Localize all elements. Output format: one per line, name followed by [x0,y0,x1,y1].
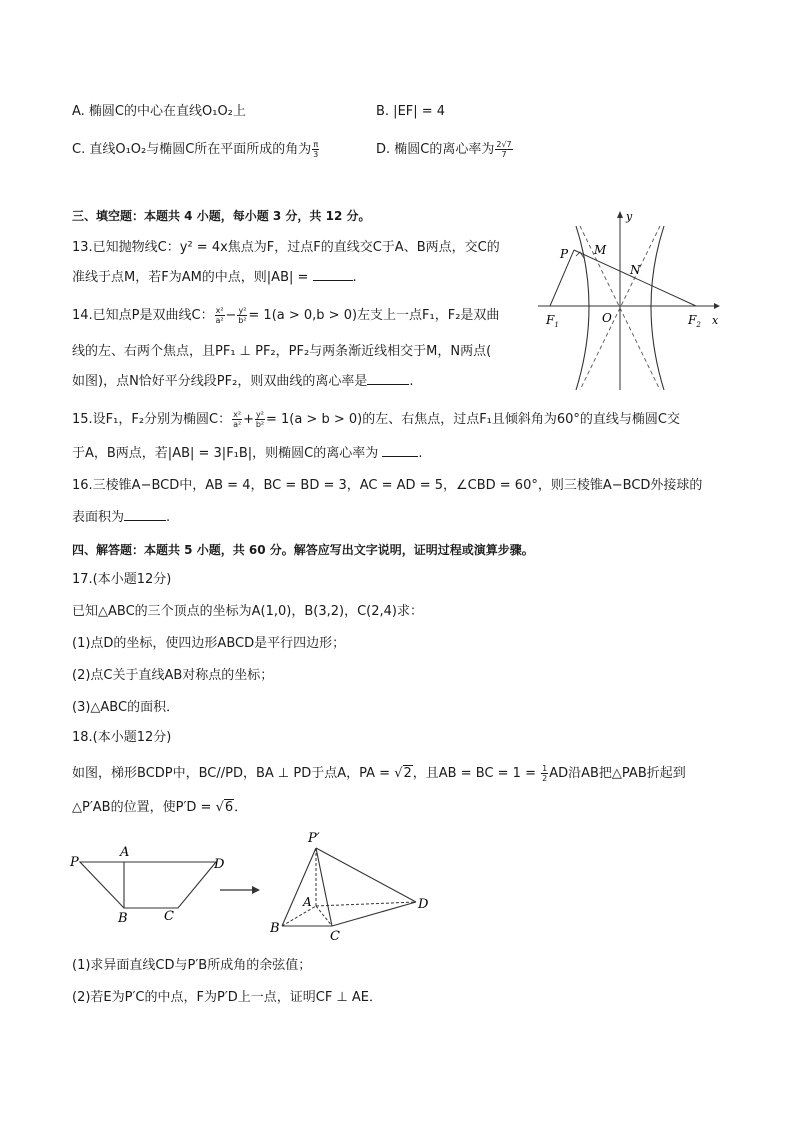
edge-cd [332,902,416,926]
label-m: M [594,243,607,257]
q18-line2: △P′AB的位置，使P′D = √6． [72,800,248,815]
q15-answer-blank[interactable] [382,456,418,457]
option-c [72,140,320,159]
q17-title: 17.(本小题12分) [72,572,172,587]
q18-part2: (2)若E为P′C的中点，F为P′D上一点，证明CF ⊥ AE． [72,990,383,1005]
q16-answer-blank[interactable] [124,520,166,521]
arrow-icon [220,886,260,894]
edge-pd [316,848,416,902]
option-b: B. |EF| = 4 [376,104,446,119]
edge-pb [282,848,316,926]
label-f1: $F_1$ [546,313,559,329]
option-c-text: C. 直线O₁O₂与椭圆C所在平面所成的角为 [72,142,312,157]
q17-part1: (1)点D的坐标，使四边形ABCD是平行四边形； [72,636,346,651]
label-n: N [630,263,641,277]
q18-part1: (1)求异面直线CD与P′B所成角的余弦值； [72,958,312,973]
trap-label-p: P [70,855,79,870]
q14-line2: 线的左、右两个焦点，且PF₁ ⊥ PF₂，PF₂与两条渐近线相交于M，N两点( [72,344,492,359]
q17-part2: (2)点C关于直线AB对称点的坐标； [72,668,274,683]
hyperbola-left-branch [576,226,589,390]
q15-line2: 于A，B两点，若|AB| = 3|F₁B|，则椭圆C的离心率为 . [72,446,423,461]
edge-pc [316,848,332,926]
trap-label-b: B [118,911,128,926]
label-f2: $F_2$ [688,313,701,329]
q16-line1: 16.三棱锥A−BCD中，AB = 4，BC = BD = 3，AC = AD = 5，∠CBD = 60°，则三棱锥A−BCD外接球的 [72,478,703,493]
option-c-fraction: $\frac{\pi}{3}$ [313,140,319,159]
section3-heading: 三、填空题：本题共 4 小题，每小题 3 分，共 12 分。 [72,209,371,223]
segment-pf2 [574,250,696,306]
q14-answer-blank[interactable] [367,384,409,385]
option-a: A. 椭圆C的中心在直线O₁O₂上 [72,104,246,119]
pyr-label-a: A [303,895,312,909]
trap-label-c: C [164,909,174,924]
q18-line1: 如图，梯形BCDP中，BC//PD，BA ⊥ PD于点A，PA = √2，且AB = BC = 1 = $\frac{1}{2}$ AD沿AB把△PAB折起到 [72,764,686,783]
trap-label-a: A [120,845,130,860]
folding-figure [66,828,446,950]
q13-line2: 准线于点M，若F为AM的中点，则|AB| = . [72,270,357,285]
pyr-label-p: P′ [308,831,320,846]
option-d [376,140,514,159]
pyr-label-c: C [330,929,340,944]
q15-line1: 15.设F₁，F₂分别为椭圆C： $\frac{\text{x²}}{\text{a²}}$ + $\frac{\text{y²}}{\text{b²}}$ = 1(a > b > 0)的左、右焦点，过点F₁且倾斜角为60°的直线与椭圆C交 [72,410,681,429]
option-d-fraction: $\frac{2√7}{7}$ [496,140,512,159]
q17-stem: 已知△ABC的三个顶点的坐标为A(1,0)，B(3,2)，C(2,4)求： [72,604,424,619]
q18-title: 18.(本小题12分) [72,730,172,745]
section4-heading: 四、解答题：本题共 5 小题，共 60 分。解答应写出文字说明，证明过程或演算步骤。 [72,543,534,557]
trap-label-d: D [214,857,225,872]
x-axis-arrow [714,303,720,309]
edge-ad [316,902,416,906]
y-axis-arrow [617,211,623,218]
trapezoid-figure [69,845,225,926]
label-y: y [626,210,633,223]
q13-answer-blank[interactable] [313,280,353,281]
option-d-text: D. 椭圆C的离心率为 [376,142,495,157]
hyperbola-figure [536,206,726,392]
q16-line2: 表面积为 . [72,510,171,525]
hyperbola-right-branch [651,226,664,390]
pyramid-figure [269,831,429,944]
label-o: O [602,311,612,325]
q13-line1: 13.已知抛物线C：y² = 4x焦点为F，过点F的直线交C于A、B两点，交C的 [72,240,500,255]
trapezoid-outline [80,862,216,908]
pyr-label-d: D [418,897,429,912]
pyr-label-b: B [270,921,280,936]
q17-part3: (3)△ABC的面积． [72,700,180,715]
label-p: P [560,247,569,261]
edge-ab [282,906,316,926]
q14-line3: 如图)，点N恰好平分线段PF₂，则双曲线的离心率是 . [72,374,414,389]
label-x: x [712,314,719,327]
q14-line1: 14.已知点P是双曲线C： $\frac{\text{x²}}{\text{a²}}$ − $\frac{\text{y²}}{\text{b²}}$ = 1(a > 0,b > 0)左支上一点F₁，F₂是双曲 [72,306,500,325]
